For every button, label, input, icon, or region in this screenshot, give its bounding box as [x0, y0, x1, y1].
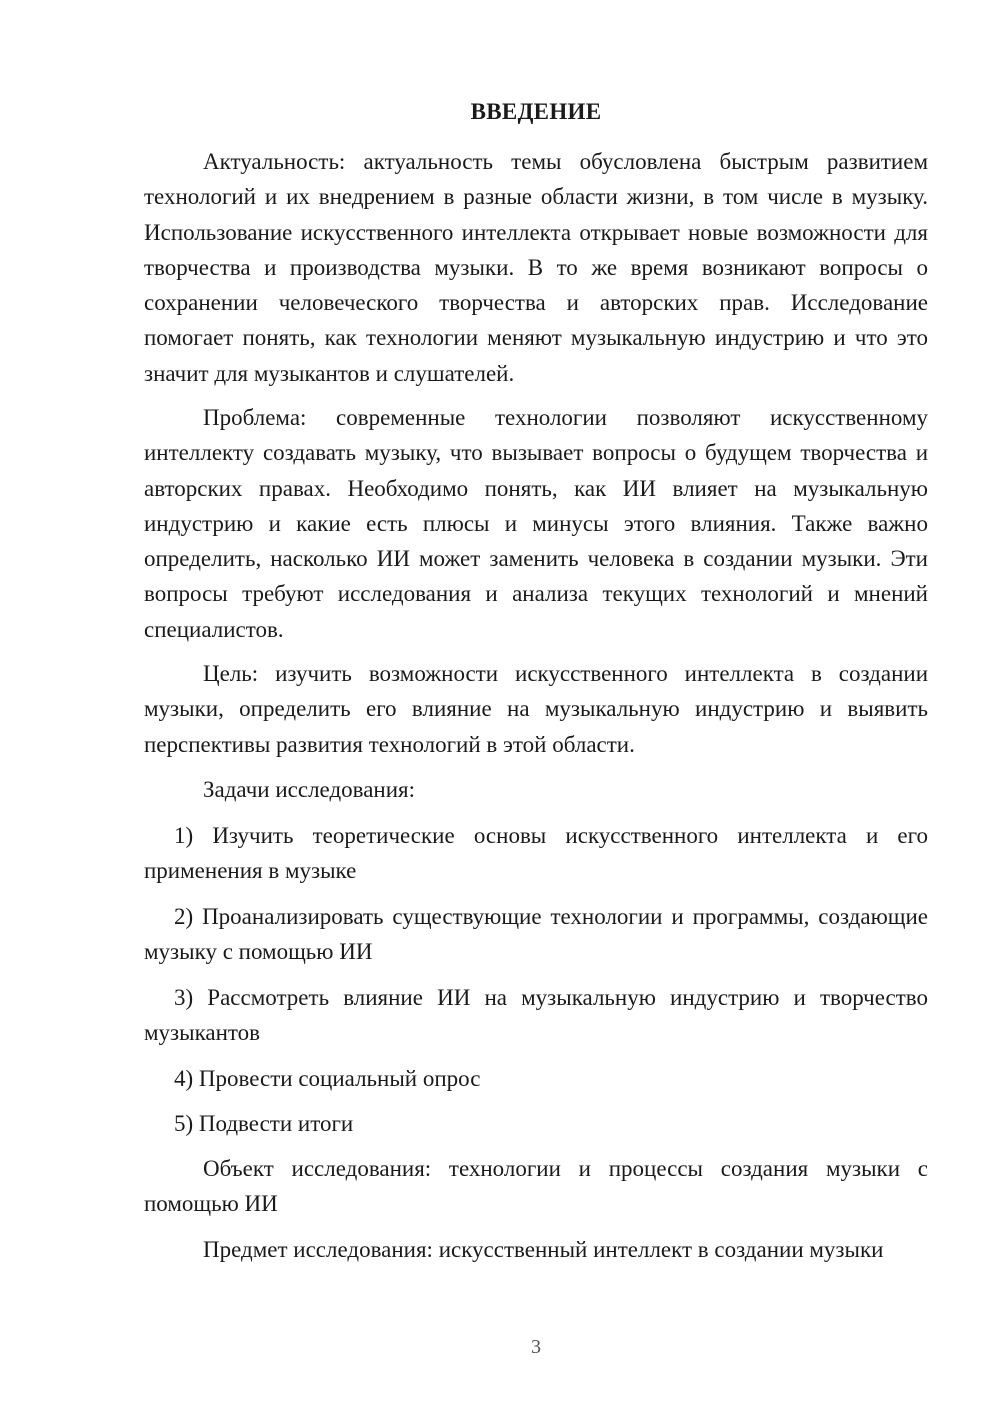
page-number: 3 — [531, 1336, 541, 1358]
object-paragraph: Объект исследования: технологии и процессы создания музыки с помощью ИИ — [144, 1156, 928, 1217]
goal-paragraph: Цель: изучить возможности искусственного интеллекта в создании музыки, определить его влияние на музыкальную индустрию и выявить перспективы развития технологий в этой области. — [144, 661, 928, 757]
task-item-5: 5) Подвести итоги — [174, 1111, 354, 1136]
task-item-2: 2) Проанализировать существующие технологии и программы, создающие музыку с помощью ИИ — [144, 904, 928, 965]
page-title: ВВЕДЕНИЕ — [470, 99, 602, 124]
subject-paragraph: Предмет исследования: искусственный интеллект в создании музыки — [203, 1237, 884, 1262]
problem-paragraph: Проблема: современные технологии позволяют искусственному интеллекту создавать музыку, что вызывает вопросы о будущем творчества и авторских правах. Необходимо понять, как ИИ влияет на музыкальную индустрию и какие есть плюсы и минусы этого влияния. Также важно определить, насколько ИИ может заменить человека в создании музыки. Эти вопросы требуют исследования и анализа текущих технологий и мнений специалистов. — [144, 405, 928, 642]
relevance-paragraph: Актуальность: актуальность темы обусловлена быстрым развитием технологий и их внедрением в разные области жизни, в том числе в музыку. Использование искусственного интеллекта открывает новые возможности для творчества и производства музыки. В то же время возникают вопросы о сохранении человеческого творчества и авторских прав. Исследование помогает понять, как технологии меняют музыкальную индустрию и что это значит для музыкантов и слушателей. — [144, 149, 928, 386]
task-item-1: 1) Изучить теоретические основы искусственного интеллекта и его применения в музыке — [144, 823, 928, 884]
tasks-heading: Задачи исследования: — [203, 777, 416, 802]
task-item-3: 3) Рассмотреть влияние ИИ на музыкальную индустрию и творчество музыкантов — [144, 985, 928, 1046]
task-item-4: 4) Провести социальный опрос — [174, 1066, 481, 1091]
document-page — [144, 0, 928, 1414]
